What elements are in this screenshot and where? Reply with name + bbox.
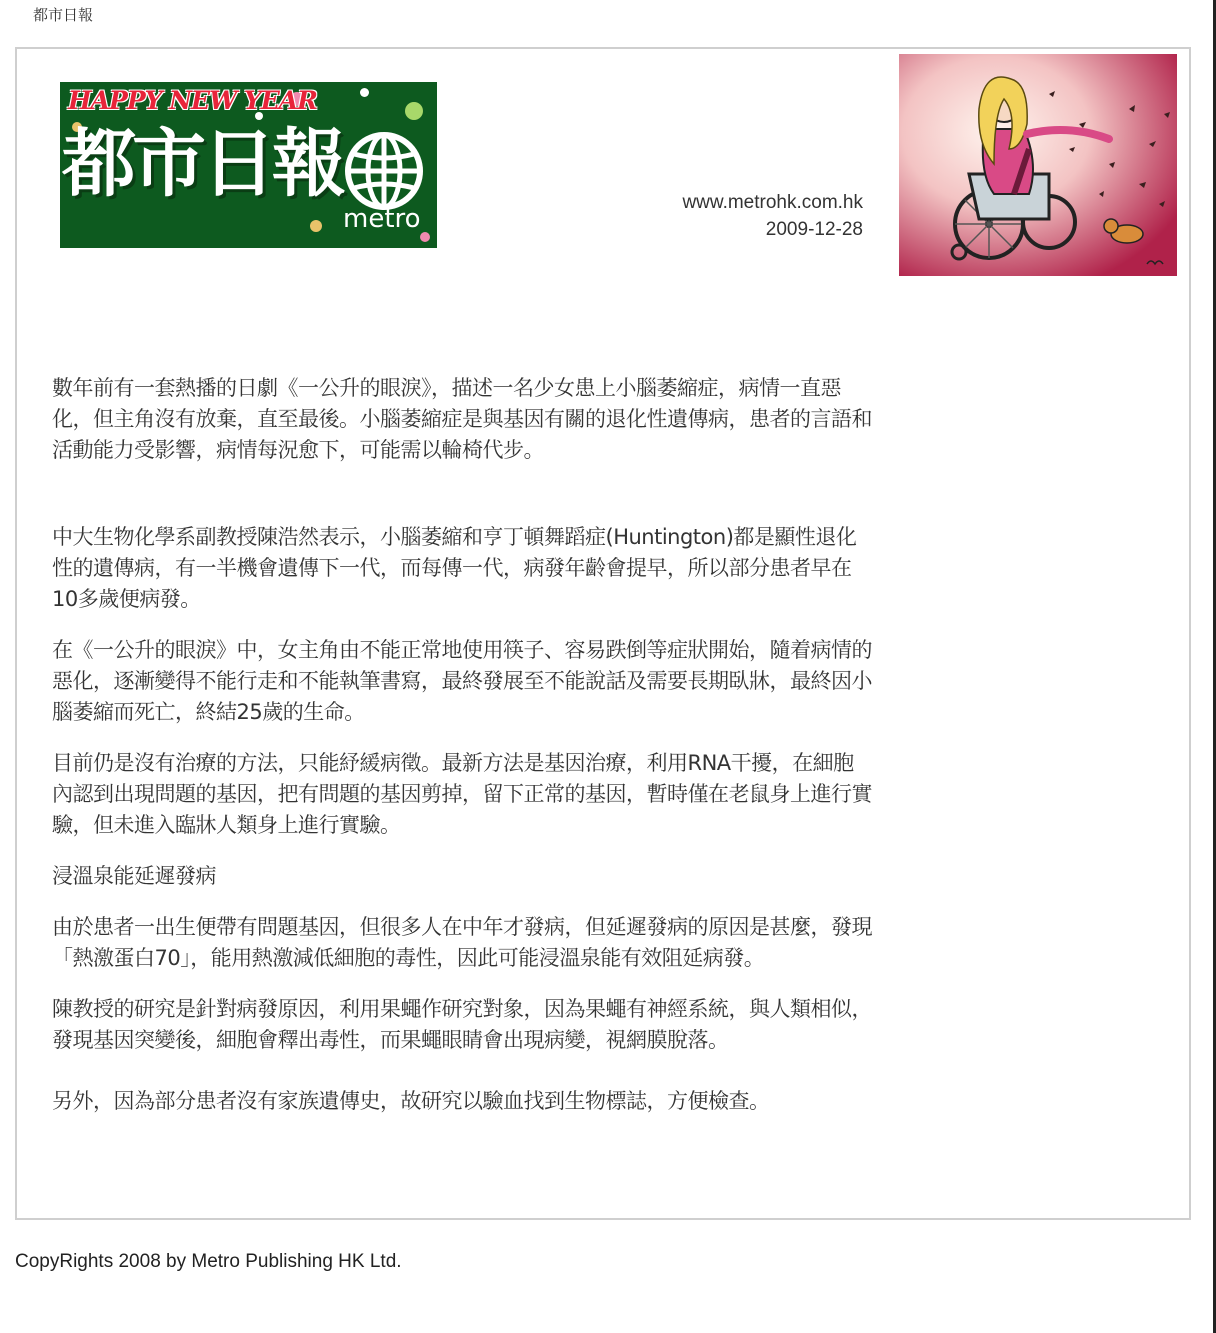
paragraph: 陳教授的研究是針對病發原因，利用果蠅作研究對象，因為果蠅有神經系統，與人類相似，發現基因突變後，細胞會釋出毒性，而果蠅眼睛會出現病變，視網膜脫落。 <box>52 997 872 1052</box>
copyright-footer: CopyRights 2008 by Metro Publishing HK Ltd. <box>15 1251 402 1272</box>
paragraph: 中大生物化學系副教授陳浩然表示，小腦萎縮和亨丁頓舞蹈症(Huntington)都是顯性退化性的遺傳病，有一半機會遺傳下一代，而每傳一代，病發年齡會提早，所以部分患者早在10多歲便病發。 <box>52 525 857 611</box>
article-body <box>52 373 872 1117</box>
decoration-dot <box>405 102 423 120</box>
decoration-dot <box>360 88 369 97</box>
article-frame <box>15 47 1191 1220</box>
article-meta <box>682 189 863 243</box>
greeting-text: HAPPY NEW YEAR <box>68 86 317 115</box>
paragraph: 另外，因為部分患者沒有家族遺傳史，故研究以驗血找到生物標誌，方便檢查。 <box>52 1089 770 1113</box>
brand-wordmark: metro <box>343 204 421 234</box>
paragraph: 目前仍是沒有治療的方法，只能紓緩病徵。最新方法是基因治療，利用RNA干擾，在細胞內認到出現問題的基因，把有問題的基因剪掉，留下正常的基因，暫時僅在老鼠身上進行實驗，但未進入臨牀人類身上進行實驗。 <box>52 751 872 837</box>
site-url: www.metrohk.com.hk <box>682 192 863 213</box>
masthead-logo <box>60 82 437 248</box>
section-subheading: 浸溫泉能延遲發病 <box>52 864 216 888</box>
decoration-dot <box>310 220 322 232</box>
page-title: 都市日報 <box>33 6 94 24</box>
wheelchair-girl-illustration <box>899 54 1177 276</box>
paragraph: 在《一公升的眼淚》中，女主角由不能正常地使用筷子、容易跌倒等症狀開始，隨着病情的惡化，逐漸變得不能行走和不能執筆書寫，最終發展至不能說話及需要長期臥牀，最終因小腦萎縮而死亡，終結25歲的生命。 <box>52 638 872 724</box>
paragraph: 數年前有一套熱播的日劇《一公升的眼淚》，描述一名少女患上小腦萎縮症，病情一直惡化，但主角沒有放棄，直至最後。小腦萎縮症是與基因有關的退化性遺傳病，患者的言語和活動能力受影響，病情每況愈下，可能需以輪椅代步。 <box>52 376 872 462</box>
newspaper-name: 都市日報 <box>62 121 342 207</box>
globe-icon <box>343 130 425 212</box>
paragraph: 由於患者一出生便帶有問題基因，但很多人在中年才發病，但延遲發病的原因是甚麼，發現「熱激蛋白70」，能用熱激減低細胞的毒性，因此可能浸溫泉能有效阻延病發。 <box>52 915 872 970</box>
publish-date: 2009-12-28 <box>765 219 863 240</box>
decoration-dot <box>420 232 430 242</box>
